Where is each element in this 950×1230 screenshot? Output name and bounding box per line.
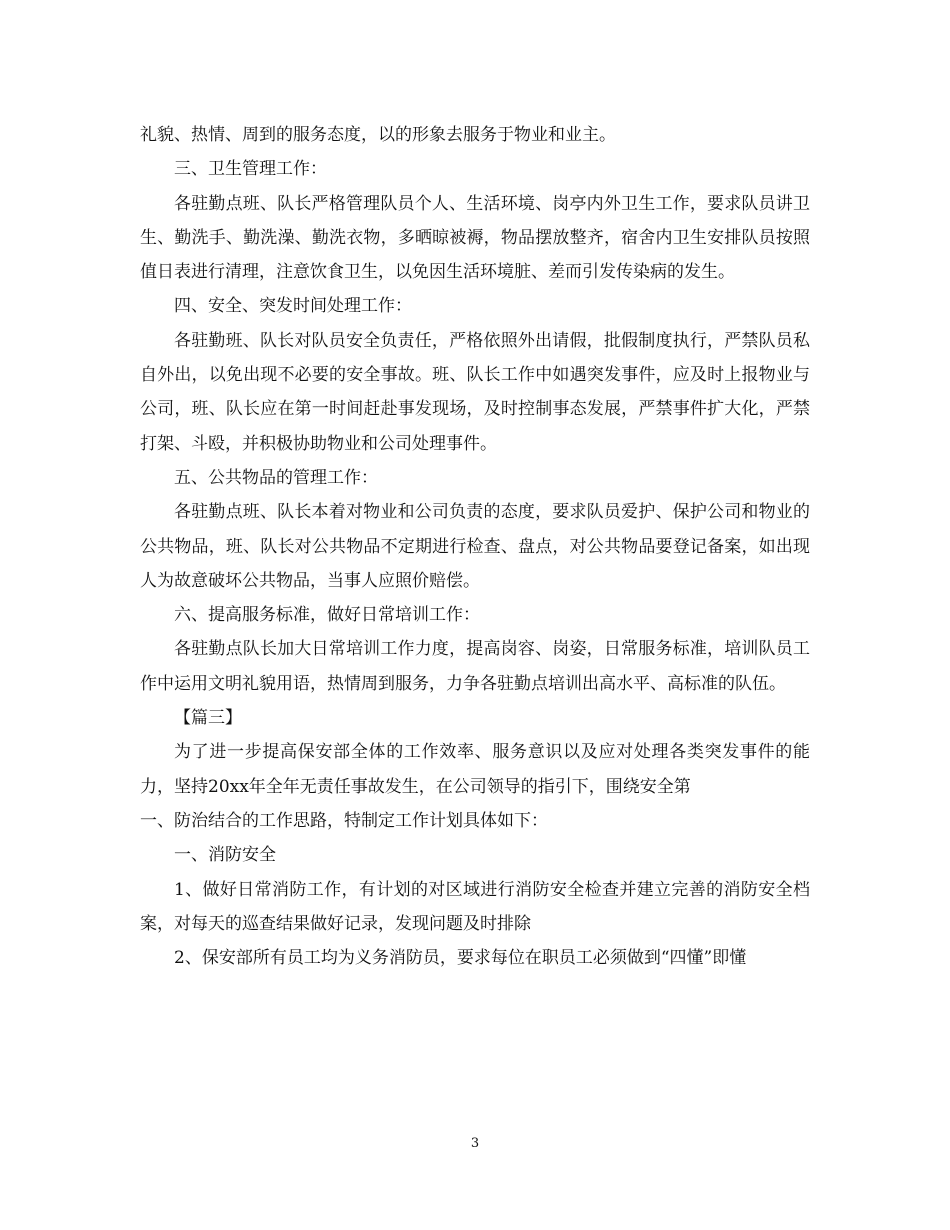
page-number: 3 <box>470 1136 480 1151</box>
paragraph-intro-continuation: 一、防治结合的工作思路，特制定工作计划具体如下： <box>140 810 548 831</box>
list-item-fire-1: 1、做好日常消防工作，有计划的对区域进行消防安全检查并建立完善的消防安全档案，对每天的巡查结果做好记录，发现问题及时排除 <box>140 879 810 934</box>
part-heading: 【篇三】 <box>174 708 242 729</box>
section-heading-public-goods: 五、公共物品的管理工作： <box>174 467 378 488</box>
section-heading-sanitation: 三、卫生管理工作： <box>174 159 327 180</box>
section-heading-training: 六、提高服务标准，做好日常培训工作： <box>174 605 480 626</box>
paragraph-sanitation: 各驻勤点班、队长严格管理队员个人、生活环境、岗亭内外卫生工作，要求队员讲卫生、勤洗手、勤洗澡、勤洗衣物，多晒晾被褥，物品摆放整齐，宿舍内卫生安排队员按照值日表进行清理，注意饮食卫生，以免因生活环境脏、差而引发传染病的发生。 <box>140 193 810 283</box>
paragraph-intro: 为了进一步提高保安部全体的工作效率、服务意识以及应对处理各类突发事件的能力，坚持20xx年全年无责任事故发生，在公司领导的指引下，围绕安全第 <box>140 742 810 797</box>
section-heading-safety: 四、安全、突发时间处理工作： <box>174 296 412 317</box>
paragraph-continuation: 礼貌、热情、周到的服务态度，以的形象去服务于物业和业主。 <box>140 125 616 145</box>
paragraph-public-goods: 各驻勤点班、队长本着对物业和公司负责的态度，要求队员爱护、保护公司和物业的公共物品，班、队长对公共物品不定期进行检查、盘点，对公共物品要登记备案，如出现人为故意破坏公共物品，当事人应照价赔偿。 <box>140 502 810 591</box>
paragraph-safety: 各驻勤班、队长对队员安全负责任，严格依照外出请假，批假制度执行，严禁队员私自外出，以免出现不必要的安全事故。班、队长工作中如遇突发事件，应及时上报物业与公司，班、队长应在第一时间赶赴事发现场，及时控制事态发展，严禁事件扩大化，严禁打架、斗殴，并积极协助物业和公司处理事件。 <box>140 330 810 454</box>
document-body <box>140 118 810 975</box>
section-heading-fire-safety: 一、消防安全 <box>174 845 276 866</box>
paragraph-training: 各驻勤点队长加大日常培训工作力度，提高岗容、岗姿，日常服务标准，培训队员工作中运用文明礼貌用语，热情周到服务，力争各驻勤点培训出高水平、高标准的队伍。 <box>140 639 810 694</box>
list-item-fire-2: 2、保安部所有员工均为义务消防员，要求每位在职员工必须做到“四懂”即懂 <box>174 948 747 969</box>
